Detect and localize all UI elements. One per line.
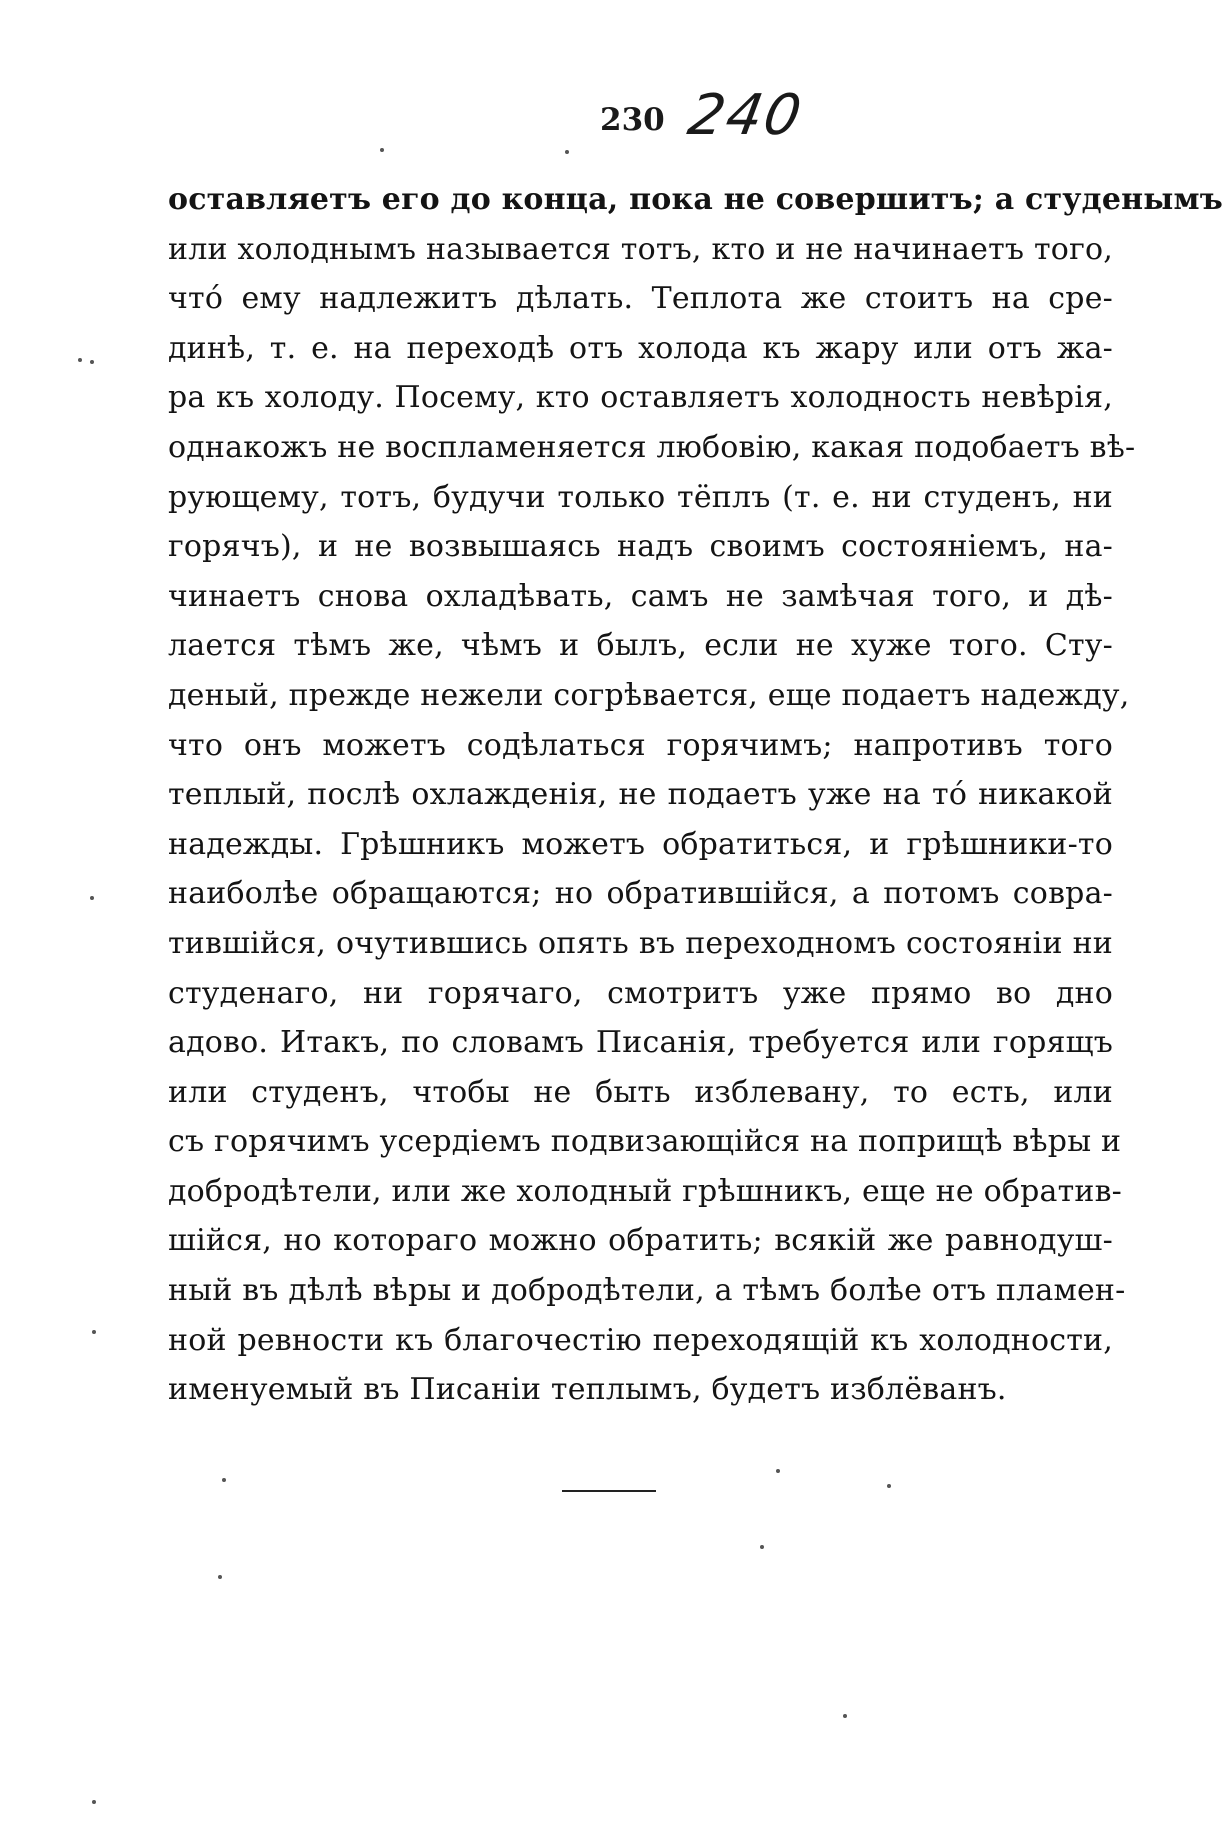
text-line: однакожъ не воспламеняется любовію, какая подобаетъ вѣ- — [168, 429, 1136, 465]
scan-speck — [90, 896, 94, 900]
text-line: добродѣтели, или же холодный грѣшникъ, еще не обратив- — [168, 1173, 1122, 1209]
text-line: динѣ, т. е. на переходѣ отъ холода къ жару или отъ жа- — [168, 330, 1113, 366]
text-line: чинаетъ снова охладѣвать, самъ не замѣчая того, и дѣ- — [168, 578, 1113, 614]
text-line: или студенъ, чтобы не быть изблевану, то есть, или — [168, 1074, 1113, 1110]
scan-speck — [218, 1575, 222, 1579]
page-number: 230 — [600, 102, 665, 138]
scan-speck — [760, 1545, 764, 1549]
text-line: ный въ дѣлѣ вѣры и добродѣтели, а тѣмъ болѣе отъ пламен- — [168, 1273, 1126, 1309]
text-line: съ горячимъ усердіемъ подвизающійся на поприщѣ вѣры и — [168, 1124, 1122, 1160]
text-line: ра къ холоду. Посему, кто оставляетъ холодность невѣрія, — [168, 380, 1113, 416]
text-line: ной ревности къ благочестію переходящій къ холодности, — [168, 1322, 1113, 1358]
text-line: деный, прежде нежели согрѣвается, еще подаетъ надежду, — [168, 677, 1130, 713]
text-line: горячъ), и не возвышаясь надъ своимъ состояніемъ, на- — [168, 529, 1113, 565]
handwritten-page-number: 240 — [683, 83, 808, 148]
text-line: адово. Итакъ, по словамъ Писанія, требуется или горящъ — [168, 1025, 1113, 1061]
section-divider — [562, 1490, 656, 1492]
text-line: надежды. Грѣшникъ можетъ обратиться, и грѣшники-то — [168, 826, 1113, 862]
scan-speck — [92, 1800, 96, 1804]
scan-speck — [222, 1478, 226, 1482]
scan-speck — [776, 1469, 780, 1473]
text-line: или холоднымъ называется тотъ, кто и не начинаетъ того, — [168, 231, 1113, 267]
text-line: чтó ему надлежитъ дѣлать. Теплота же стоитъ на сре- — [168, 281, 1113, 317]
text-line: рующему, тотъ, будучи только тёплъ (т. е. ни студенъ, ни — [168, 479, 1113, 515]
scan-speck — [92, 1330, 96, 1334]
text-line: именуемый въ Писаніи теплымъ, будетъ изблёванъ. — [168, 1372, 1007, 1408]
scan-speck — [78, 358, 82, 362]
page-header — [600, 83, 808, 148]
text-line: лается тѣмъ же, чѣмъ и былъ, если не хуже того. Сту- — [168, 628, 1113, 664]
text-line: что онъ можетъ содѣлаться горячимъ; напротивъ того — [168, 727, 1113, 763]
scan-speck — [843, 1714, 847, 1718]
text-line: оставляетъ его до конца, пока не совершитъ; а студенымъ — [168, 182, 1223, 217]
scan-speck — [565, 150, 569, 154]
scan-speck — [887, 1484, 891, 1488]
text-line: наиболѣе обращаются; но обратившійся, а потомъ совра- — [168, 876, 1113, 912]
scan-speck — [380, 148, 384, 152]
scan-speck — [90, 360, 94, 364]
text-line: студенаго, ни горячаго, смотритъ уже прямо во дно — [168, 975, 1113, 1011]
text-line: теплый, послѣ охлажденія, не подаетъ уже на тó никакой — [168, 777, 1113, 813]
text-line: шійся, но котораго можно обратить; всякій же равнодуш- — [168, 1223, 1113, 1259]
body-text — [168, 175, 1223, 1415]
text-line: тившійся, очутившись опять въ переходномъ состояніи ни — [168, 925, 1113, 961]
